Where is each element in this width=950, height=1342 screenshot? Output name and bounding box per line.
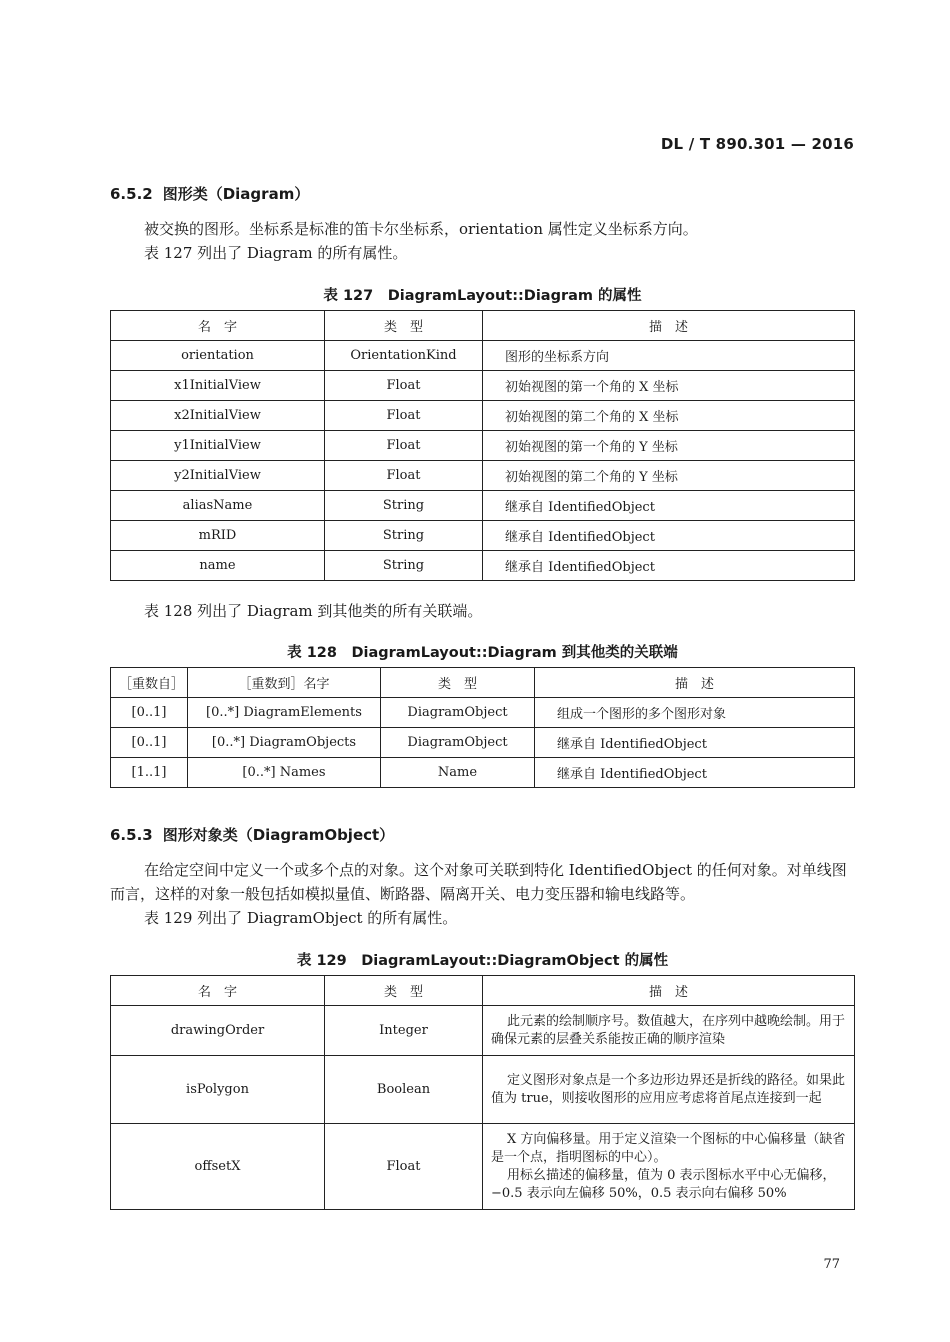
column-header: 名 字	[111, 976, 325, 1006]
table-row	[111, 1124, 855, 1210]
table-128	[110, 667, 855, 788]
section-6-5-3-body	[110, 858, 855, 930]
table-row	[111, 1056, 855, 1124]
table-row	[111, 1006, 855, 1056]
table-cell: Float	[325, 431, 483, 461]
table-cell: Name	[381, 758, 535, 788]
table-cell: Float	[325, 461, 483, 491]
table-cell: Float	[325, 371, 483, 401]
table-cell: DiagramObject	[381, 698, 535, 728]
table-header-row	[111, 311, 855, 341]
section-title: 图形类（Diagram）	[162, 185, 310, 203]
paragraph: 被交换的图形。坐标系是标准的笛卡尔坐标系，orientation 属性定义坐标系方向。	[144, 220, 698, 238]
table-cell: 图形的坐标系方向	[483, 341, 855, 371]
table-127	[110, 310, 855, 581]
table-cell: 继承自 IdentifiedObject	[535, 728, 855, 758]
page-number: 77	[823, 1257, 840, 1272]
column-header: 类 型	[381, 668, 535, 698]
cell-text: 用标幺描述的偏移量，值为 0 表示图标水平中心无偏移，−0.5 表示向左偏移 50%，0.5 表示向右偏移 50%	[491, 1167, 836, 1201]
column-header: ［重数到］名字	[188, 668, 381, 698]
table-cell: orientation	[111, 341, 325, 371]
cell-text: 定义图形对象点是一个多边形边界还是折线的路径。如果此值为 true，则接收图形的应用应考虑将首尾点连接到一起	[491, 1072, 846, 1106]
table-cell: aliasName	[111, 491, 325, 521]
table-row	[111, 551, 855, 581]
table-cell: String	[325, 521, 483, 551]
section-heading-6-5-2	[110, 183, 309, 204]
table-cell: String	[325, 491, 483, 521]
table-cell: mRID	[111, 521, 325, 551]
column-header: 类 型	[325, 976, 483, 1006]
table-cell	[483, 1124, 855, 1210]
table-row	[111, 491, 855, 521]
table-cell: Integer	[325, 1006, 483, 1056]
table-cell: 继承自 IdentifiedObject	[483, 521, 855, 551]
table-cell: 初始视图的第一个角的 X 坐标	[483, 371, 855, 401]
table-cell: [0..*] Names	[188, 758, 381, 788]
table-129	[110, 975, 855, 1210]
column-header: 描 述	[483, 311, 855, 341]
table-cell	[483, 1006, 855, 1056]
cell-text: X 方向偏移量。用于定义渲染一个图标的中心偏移量（缺省是一个点，指明图标的中心）。	[491, 1131, 846, 1165]
table-row	[111, 341, 855, 371]
section-number: 6.5.2	[110, 185, 153, 203]
table-cell: 继承自 IdentifiedObject	[535, 758, 855, 788]
column-header: 描 述	[483, 976, 855, 1006]
table-128-caption: 表 128 DiagramLayout::Diagram 到其他类的关联端	[287, 645, 678, 661]
table-cell: DiagramObject	[381, 728, 535, 758]
section-number: 6.5.3	[110, 826, 153, 844]
table-cell: 继承自 IdentifiedObject	[483, 551, 855, 581]
paragraph: 表 129 列出了 DiagramObject 的所有属性。	[144, 909, 458, 927]
table-cell: [1..1]	[111, 758, 188, 788]
section-heading-6-5-3	[110, 824, 394, 845]
section-title: 图形对象类（DiagramObject）	[162, 826, 395, 844]
table-cell: 初始视图的第一个角的 Y 坐标	[483, 431, 855, 461]
table-cell: 初始视图的第二个角的 X 坐标	[483, 401, 855, 431]
table-row	[111, 461, 855, 491]
column-header: 名 字	[111, 311, 325, 341]
table-row	[111, 521, 855, 551]
table-cell: x2InitialView	[111, 401, 325, 431]
table-header-row	[111, 976, 855, 1006]
table-cell: y1InitialView	[111, 431, 325, 461]
table-row	[111, 401, 855, 431]
table-row	[111, 698, 855, 728]
table-cell: 组成一个图形的多个图形对象	[535, 698, 855, 728]
standard-number: DL / T 890.301 — 2016	[660, 135, 854, 153]
table-header-row	[111, 668, 855, 698]
table-cell: y2InitialView	[111, 461, 325, 491]
table-cell: [0..1]	[111, 728, 188, 758]
table-row	[111, 758, 855, 788]
table-cell: [0..*] DiagramElements	[188, 698, 381, 728]
table-129-caption: 表 129 DiagramLayout::DiagramObject 的属性	[296, 953, 669, 969]
table-cell: 初始视图的第二个角的 Y 坐标	[483, 461, 855, 491]
paragraph: 表 128 列出了 Diagram 到其他类的所有关联端。	[144, 602, 483, 620]
table-cell: Float	[325, 1124, 483, 1210]
table-cell	[483, 1056, 855, 1124]
table-cell: OrientationKind	[325, 341, 483, 371]
column-header: ［重数自］	[111, 668, 188, 698]
table-127-caption: 表 127 DiagramLayout::Diagram 的属性	[323, 288, 642, 304]
table-cell: x1InitialView	[111, 371, 325, 401]
table-cell: offsetX	[111, 1124, 325, 1210]
table-row	[111, 728, 855, 758]
table-cell: drawingOrder	[111, 1006, 325, 1056]
table-cell: String	[325, 551, 483, 581]
section-6-5-2-body	[110, 217, 855, 265]
table-cell: Float	[325, 401, 483, 431]
table-128-intro	[110, 599, 855, 623]
table-cell: [0..*] DiagramObjects	[188, 728, 381, 758]
table-row	[111, 431, 855, 461]
table-cell: name	[111, 551, 325, 581]
paragraph: 在给定空间中定义一个或多个点的对象。这个对象可关联到特化 IdentifiedObject 的任何对象。对单线图而言，这样的对象一般包括如模拟量值、断路器、隔离开关、电力变压器和输电线路等。	[110, 861, 847, 903]
paragraph: 表 127 列出了 Diagram 的所有属性。	[144, 244, 408, 262]
table-row	[111, 371, 855, 401]
table-cell: isPolygon	[111, 1056, 325, 1124]
column-header: 描 述	[535, 668, 855, 698]
table-cell: Boolean	[325, 1056, 483, 1124]
table-cell: 继承自 IdentifiedObject	[483, 491, 855, 521]
cell-text: 此元素的绘制顺序号。数值越大，在序列中越晚绘制。用于确保元素的层叠关系能按正确的顺序渲染	[491, 1013, 846, 1047]
column-header: 类 型	[325, 311, 483, 341]
table-cell: [0..1]	[111, 698, 188, 728]
